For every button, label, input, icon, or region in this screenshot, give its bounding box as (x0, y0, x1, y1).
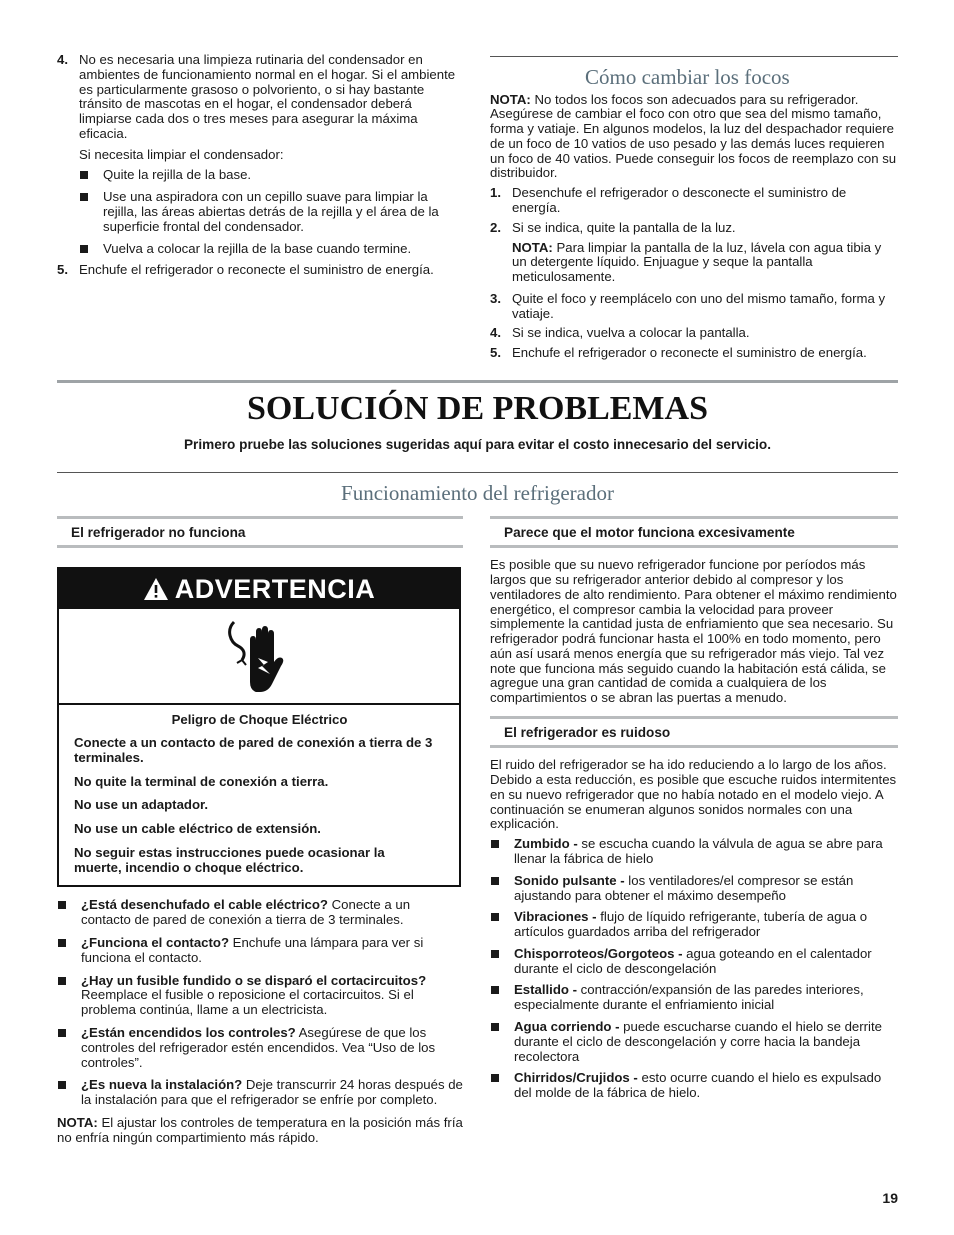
list-item (79, 168, 457, 183)
list-item (57, 974, 463, 1018)
motor-paragraph: Es posible que su nuevo refrigerador funcione por períodos más largos que su refrigerador anterior debido al compresor y los ventiladores de alto rendimiento. Para obtener el máximo rendimiento energético, el compresor cambia la velocidad para proveer simplemente la cantidad justa de enfriamiento que sea necesario. Su refrigerador podrá funcionar hasta el 100% en todo momento, pero aún así usará menos energía que su refrigerador más viejo. Tal vez note que funciona más seguido cuando la habitación está cálida, se agregue una gran cantidad de comida a cualquiera de los compartimientos o se abran las puertas a menudo. (490, 557, 897, 706)
step-subtext: Si necesita limpiar el condensador: (79, 146, 284, 162)
bulb-step (490, 346, 898, 361)
condenser-step-5 (57, 263, 457, 278)
list-item-text: Quite la rejilla de la base. (103, 167, 252, 183)
bulb-step (490, 292, 898, 322)
step-number: 3. (490, 290, 501, 306)
sounds-list (490, 837, 898, 1101)
heading-rule-top (57, 380, 898, 383)
warning-line: No use un adaptador. (74, 797, 209, 813)
list-item (490, 983, 898, 1013)
sound-desc: se escucha cuando la válvula de agua se abre para llenar la fábrica de hielo (514, 836, 883, 866)
subsection-heading: El refrigerador es ruidoso (490, 716, 898, 748)
step-number: 5. (57, 262, 68, 278)
list-item (57, 936, 463, 966)
noise-paragraph: El ruido del refrigerador se ha ido reduciendo a lo largo de los años. Debido a esta reducción, es posible que escuche ruidos intermitentes en su nuevo refrigerador que no había notado en el modelo viejo. A continuación se enumeran algunos sonidos normales con una explicación. (490, 757, 897, 832)
check-question: ¿Hay un fusible fundido o se disparó el cortacircuitos? (81, 972, 427, 988)
warning-line: No seguir estas instrucciones puede ocasionar la muerte, incendio o choque eléctrico. (74, 844, 385, 875)
warning-body (59, 705, 459, 885)
not-working-section (57, 516, 463, 1145)
check-answer: Deje transcurrir 24 horas después de la instalación para que el refrigerador se enfríe por completo. (81, 1077, 463, 1108)
sound-desc: agua goteando en el calentador durante el ciclo de descongelación (514, 945, 872, 976)
warning-box (57, 567, 461, 887)
list-item (57, 898, 463, 928)
heading-rule-bottom (57, 472, 898, 473)
sound-desc: contracción/expansión de las paredes interiores, especialmente durante el enfriamiento inicial (514, 982, 864, 1013)
check-answer: Enchufe una lámpara para ver si funciona el contacto. (81, 935, 424, 965)
troubleshoot-right-column (490, 516, 898, 1101)
list-item (490, 874, 898, 904)
step-number: 4. (57, 52, 68, 67)
sound-name: Estallido - (514, 982, 578, 998)
sound-name: Chisporroteos/Gorgoteos - (514, 945, 683, 961)
step-text: Desenchufe el refrigerador o desconecte el suministro de energía. (512, 185, 847, 215)
warning-header (59, 569, 459, 609)
checks-list (57, 898, 463, 1107)
step-number: 5. (490, 345, 501, 361)
step-note (512, 241, 898, 285)
note-label: NOTA: (57, 1114, 98, 1130)
step-text: Enchufe el refrigerador o reconecte el suministro de energía. (79, 262, 434, 278)
note-label: NOTA: (512, 239, 553, 255)
section-rule (490, 56, 898, 57)
warning-triangle-icon (143, 577, 169, 601)
sound-name: Sonido pulsante - (514, 872, 625, 888)
electric-shock-hand-icon (224, 616, 294, 696)
page-title: SOLUCIÓN DE PROBLEMAS (247, 390, 708, 427)
note-text: El ajustar los controles de temperatura en la posición más fría no enfría ningún compartimiento más rápido. (57, 1114, 463, 1145)
step-text: Si se indica, quite la pantalla de la luz. (512, 219, 736, 235)
sound-name: Zumbido - (514, 836, 578, 852)
note-text: No todos los focos son adecuados para su refrigerador. Asegúrese de cambiar el foco con otro que sea del mismo tamaño, forma y vatiaje. En algunos modelos, la luz del despachador requiere de un foco de 10 vatios de uso pesado y las demás luces requieren un foco de 40 vatios. Puede conseguir los focos de reemplazo con su distribuidor. (490, 91, 897, 181)
check-answer: Asegúrese de que los controles del refrigerador estén encendidos. Vea “Uso de los controles”. (81, 1024, 436, 1070)
list-item-text: Use una aspiradora con un cepillo suave para limpiar la rejilla, las áreas abiertas detrás de la rejilla y el área de la superficie frontal del condensador. (103, 189, 439, 234)
page-subtitle: Primero pruebe las soluciones sugeridas aquí para evitar el costo innecesario del servicio. (183, 437, 772, 452)
note-text: Para limpiar la pantalla de la luz, lávela con agua tibia y un detergente líquido. Enjuague y seque la pantalla meticulosamente. (512, 239, 882, 285)
step-text: No es necesaria una limpieza rutinaria del condensador en ambientes de funcionamiento normal en el hogar. Si el ambiente es particularmente grasoso o polvoriento, o si hay bastante tránsito de mascotas en el hogar, el condensador deberá limpiarse cada dos o tres meses para asegurar la máxima eficacia. (79, 52, 456, 141)
sound-name: Agua corriendo - (514, 1018, 620, 1034)
subsection-heading: El refrigerador no funciona (57, 516, 463, 548)
bulb-change-section (490, 66, 898, 361)
sound-desc: flujo de líquido refrigerante, tubería de agua o artículos guardados arriba del refrigerador (514, 909, 868, 940)
check-answer: Conecte a un contacto de pared de conexión a tierra de 3 terminales. (81, 897, 411, 928)
section-title: Cómo cambiar los focos (585, 65, 790, 89)
list-item (490, 1071, 898, 1101)
step-text: Enchufe el refrigerador o reconecte el suministro de energía. (512, 345, 867, 361)
step-text: Quite el foco y reemplácelo con uno del mismo tamaño, forma y vatiaje. (512, 290, 886, 321)
warning-title: ADVERTENCIA (174, 574, 376, 605)
bulb-step (490, 221, 898, 285)
list-item (57, 1026, 463, 1070)
list-item (490, 947, 898, 977)
sound-desc: puede escucharse cuando el hielo se derrite durante el ciclo de descongelación y corre hacia la bandeja recolectora (514, 1018, 882, 1064)
sound-desc: los ventiladores/el compresor se están ajustando para obtener el máximo desempeño (514, 872, 854, 903)
condenser-cleaning-section (57, 53, 457, 278)
step-number: 2. (490, 219, 501, 235)
step-number: 4. (490, 325, 501, 341)
list-item (79, 242, 457, 257)
note-paragraph (490, 93, 898, 182)
sound-name: Chirridos/Crujidos - (514, 1070, 638, 1086)
check-question: ¿Están encendidos los controles? (81, 1024, 296, 1040)
check-question: ¿Está desenchufado el cable eléctrico? (81, 897, 328, 913)
warning-pictogram (59, 609, 459, 705)
page-number: 19 (882, 1190, 898, 1206)
sound-desc: esto ocurre cuando el hielo es expulsado del molde de la fábrica de hielo. (514, 1070, 882, 1101)
bulb-step (490, 186, 898, 216)
sound-name: Vibraciones - (514, 909, 597, 925)
check-answer: Reemplace el fusible o reposicione el cortacircuitos. Si el problema continúa, llame a un electricista. (81, 987, 414, 1018)
check-question: ¿Funciona el contacto? (81, 935, 229, 951)
check-question: ¿Es nueva la instalación? (81, 1077, 243, 1093)
note-paragraph (57, 1116, 463, 1146)
bulb-step (490, 326, 898, 341)
warning-line: No use un cable eléctrico de extensión. (74, 821, 321, 837)
list-item-text: Vuelva a colocar la rejilla de la base cuando termine. (103, 240, 412, 256)
warning-line: Peligro de Choque Eléctrico (171, 712, 348, 728)
list-item (79, 190, 457, 234)
warning-line: Conecte a un contacto de pared de conexión a tierra de 3 terminales. (74, 735, 433, 765)
step-number: 1. (490, 185, 501, 201)
note-label: NOTA: (490, 91, 531, 107)
list-item (490, 910, 898, 940)
warning-line: No quite la terminal de conexión a tierra. (74, 773, 329, 789)
list-item (490, 1020, 898, 1064)
list-item (490, 837, 898, 867)
section-heading: Funcionamiento del refrigerador (341, 481, 614, 505)
condenser-step-4 (57, 53, 457, 256)
subsection-heading: Parece que el motor funciona excesivamente (490, 516, 898, 548)
step-text: Si se indica, vuelva a colocar la pantalla. (512, 325, 750, 341)
list-item (57, 1078, 463, 1108)
